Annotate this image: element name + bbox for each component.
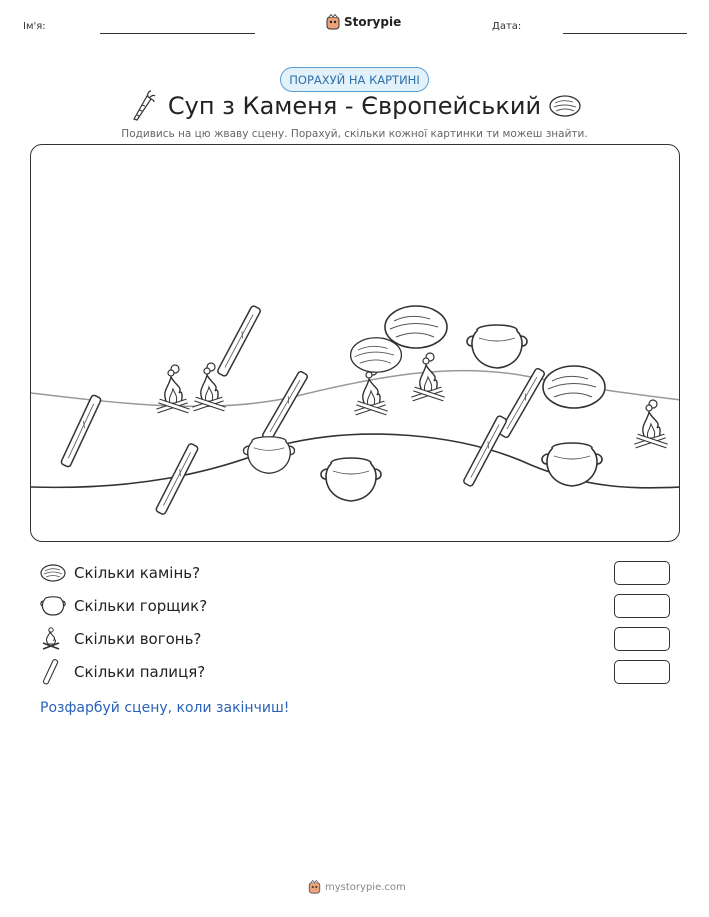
question-row-pot <box>40 594 670 618</box>
page-subtitle: Подивись на цю жваву сцену. Порахуй, скільки кожної картинки ти можеш знайти. <box>121 128 588 140</box>
scene-stick-5 <box>499 368 546 439</box>
date-label: Дата: <box>492 21 522 32</box>
name-input-line[interactable] <box>100 33 255 34</box>
question-row-fire <box>40 627 670 651</box>
scene-pot-1 <box>467 325 527 368</box>
scene-fire-1 <box>157 365 189 411</box>
answer-box-pot[interactable] <box>614 594 670 618</box>
answer-box-stick[interactable] <box>614 660 670 684</box>
question-text: Скільки вогонь? <box>74 630 202 648</box>
scene-pot-2 <box>243 437 294 474</box>
question-row-stone <box>40 561 670 585</box>
stick-icon <box>40 660 66 684</box>
stone-title-icon <box>548 94 582 118</box>
page-title: Суп з Каменя - Європейський <box>167 92 542 120</box>
question-row-stick <box>40 660 670 684</box>
picture-scene <box>30 144 680 542</box>
pot-icon <box>40 594 66 618</box>
scene-pot-4 <box>542 443 602 486</box>
scene-fire-5 <box>635 400 667 446</box>
scene-stick-3 <box>262 371 309 442</box>
scene-drawing <box>31 145 680 542</box>
site-url[interactable]: mystorypie.com <box>325 881 406 893</box>
name-label: Ім'я: <box>23 21 46 32</box>
count-badge: ПОРАХУЙ НА КАРТИНІ <box>280 67 429 92</box>
question-text: Скільки горщик? <box>74 597 208 615</box>
storypie-mascot-icon <box>326 14 340 30</box>
site-footer <box>308 880 406 894</box>
scene-stone-2 <box>351 338 402 372</box>
brand-logo <box>326 14 401 30</box>
scene-pot-3 <box>321 458 381 501</box>
scene-stick-1 <box>60 394 101 467</box>
brand-name: Storypie <box>344 15 402 29</box>
stone-icon <box>40 561 66 585</box>
scene-stick-6 <box>463 415 508 487</box>
answer-box-stone[interactable] <box>614 561 670 585</box>
scene-fire-3 <box>355 367 387 413</box>
answer-box-fire[interactable] <box>614 627 670 651</box>
scene-stone-1 <box>385 306 447 348</box>
fire-icon <box>40 627 66 651</box>
question-text: Скільки камінь? <box>74 564 201 582</box>
coloring-instruction: Розфарбуй сцену, коли закінчиш! <box>40 700 290 716</box>
question-text: Скільки палиця? <box>74 663 206 681</box>
scene-fire-4 <box>412 353 444 399</box>
scene-stick-2 <box>217 305 262 377</box>
scene-stone-3 <box>543 366 605 408</box>
date-input-line[interactable] <box>563 33 687 34</box>
storypie-mascot-icon <box>308 880 321 894</box>
